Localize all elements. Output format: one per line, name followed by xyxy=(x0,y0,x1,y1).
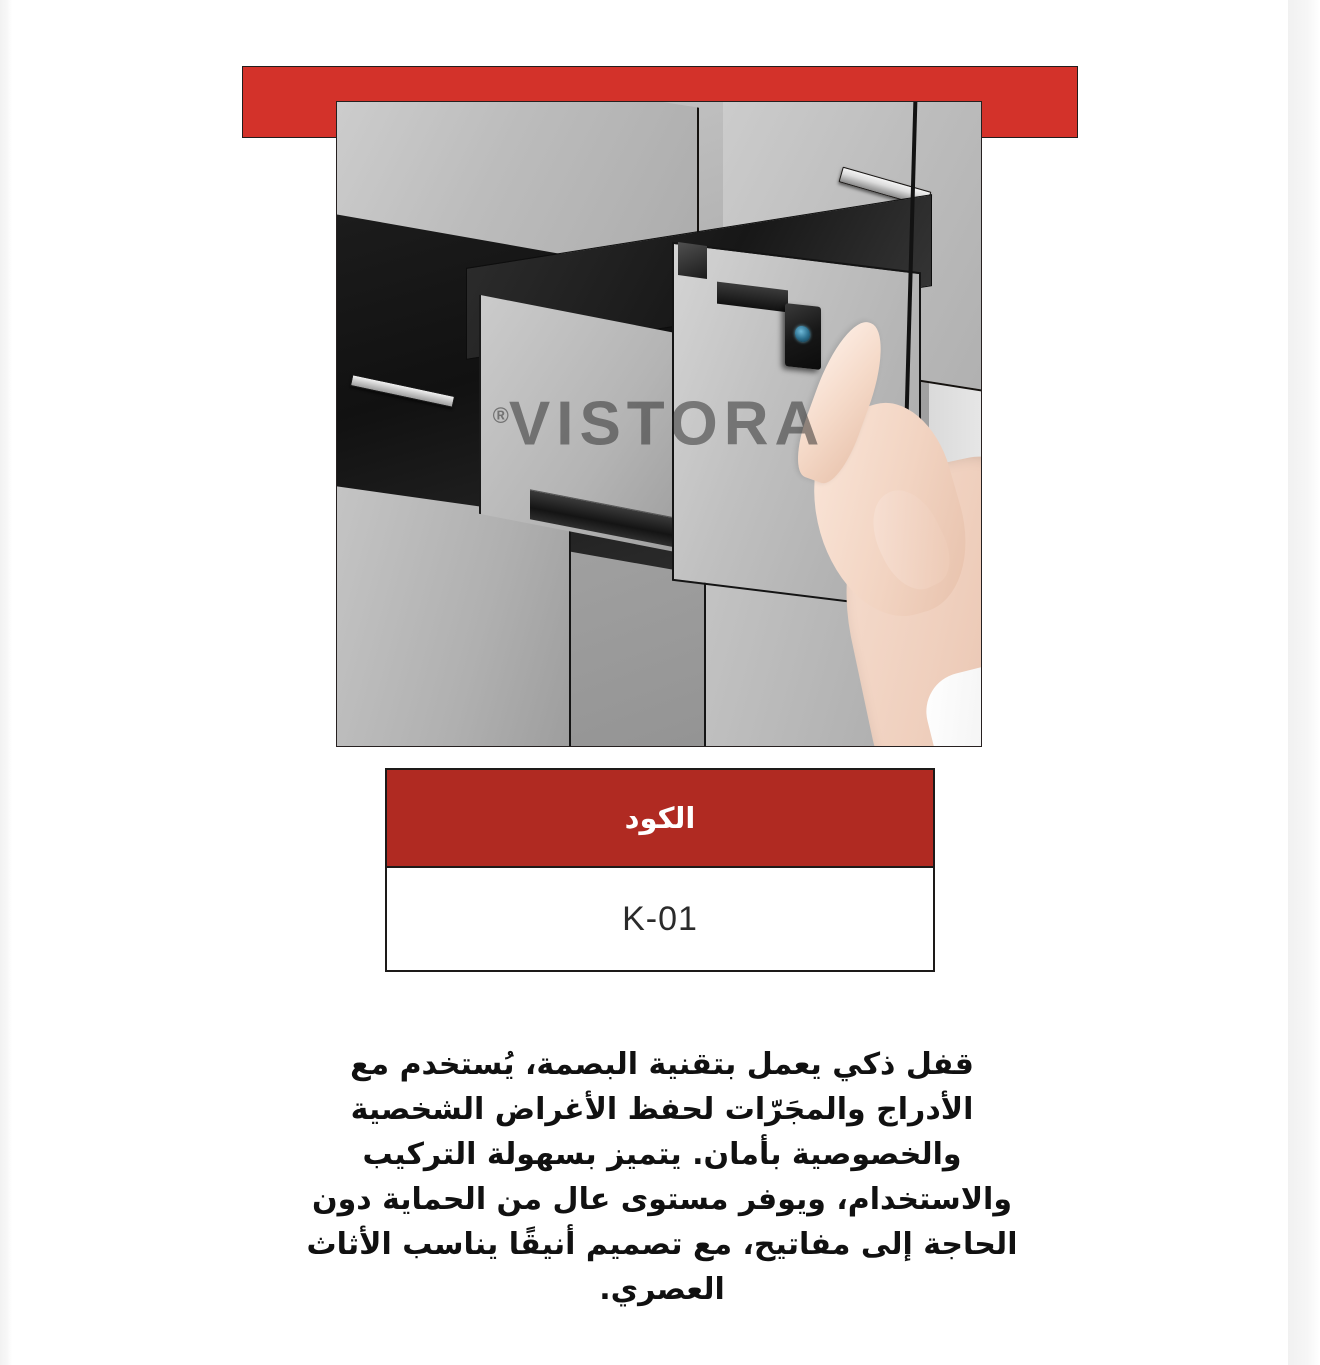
code-value-cell: K-01 xyxy=(386,867,934,971)
fingerprint-lock-icon xyxy=(785,303,821,370)
product-description: قفل ذكي يعمل بتقنية البصمة، يُستخدم مع الأدراج والمجَرّات لحفظ الأغراض الشخصية والخصوصية بأمان. يتميز بسهولة التركيب والاستخدام، ويوفر مستوى عال من الحماية دون الحاجة إلى مفاتيح، مع تصميم أنيقًا يناسب الأثاث العصري. xyxy=(306,1047,1018,1307)
brand-watermark-text: VISTORA xyxy=(508,389,826,459)
photo-scene xyxy=(337,102,981,746)
page-edge-right xyxy=(1288,0,1320,1365)
table-row xyxy=(386,867,934,971)
brand-watermark xyxy=(337,389,981,460)
code-column-header: الكود xyxy=(386,769,934,867)
registered-trademark-icon: ® xyxy=(492,402,509,428)
lock-catch-bracket xyxy=(678,242,707,280)
product-photo xyxy=(336,101,982,747)
page-edge-left xyxy=(0,0,12,1365)
product-sheet xyxy=(12,0,1288,1365)
fingerprint-sensor-icon xyxy=(795,325,810,342)
table-header-row xyxy=(386,769,934,867)
code-table xyxy=(385,768,935,972)
